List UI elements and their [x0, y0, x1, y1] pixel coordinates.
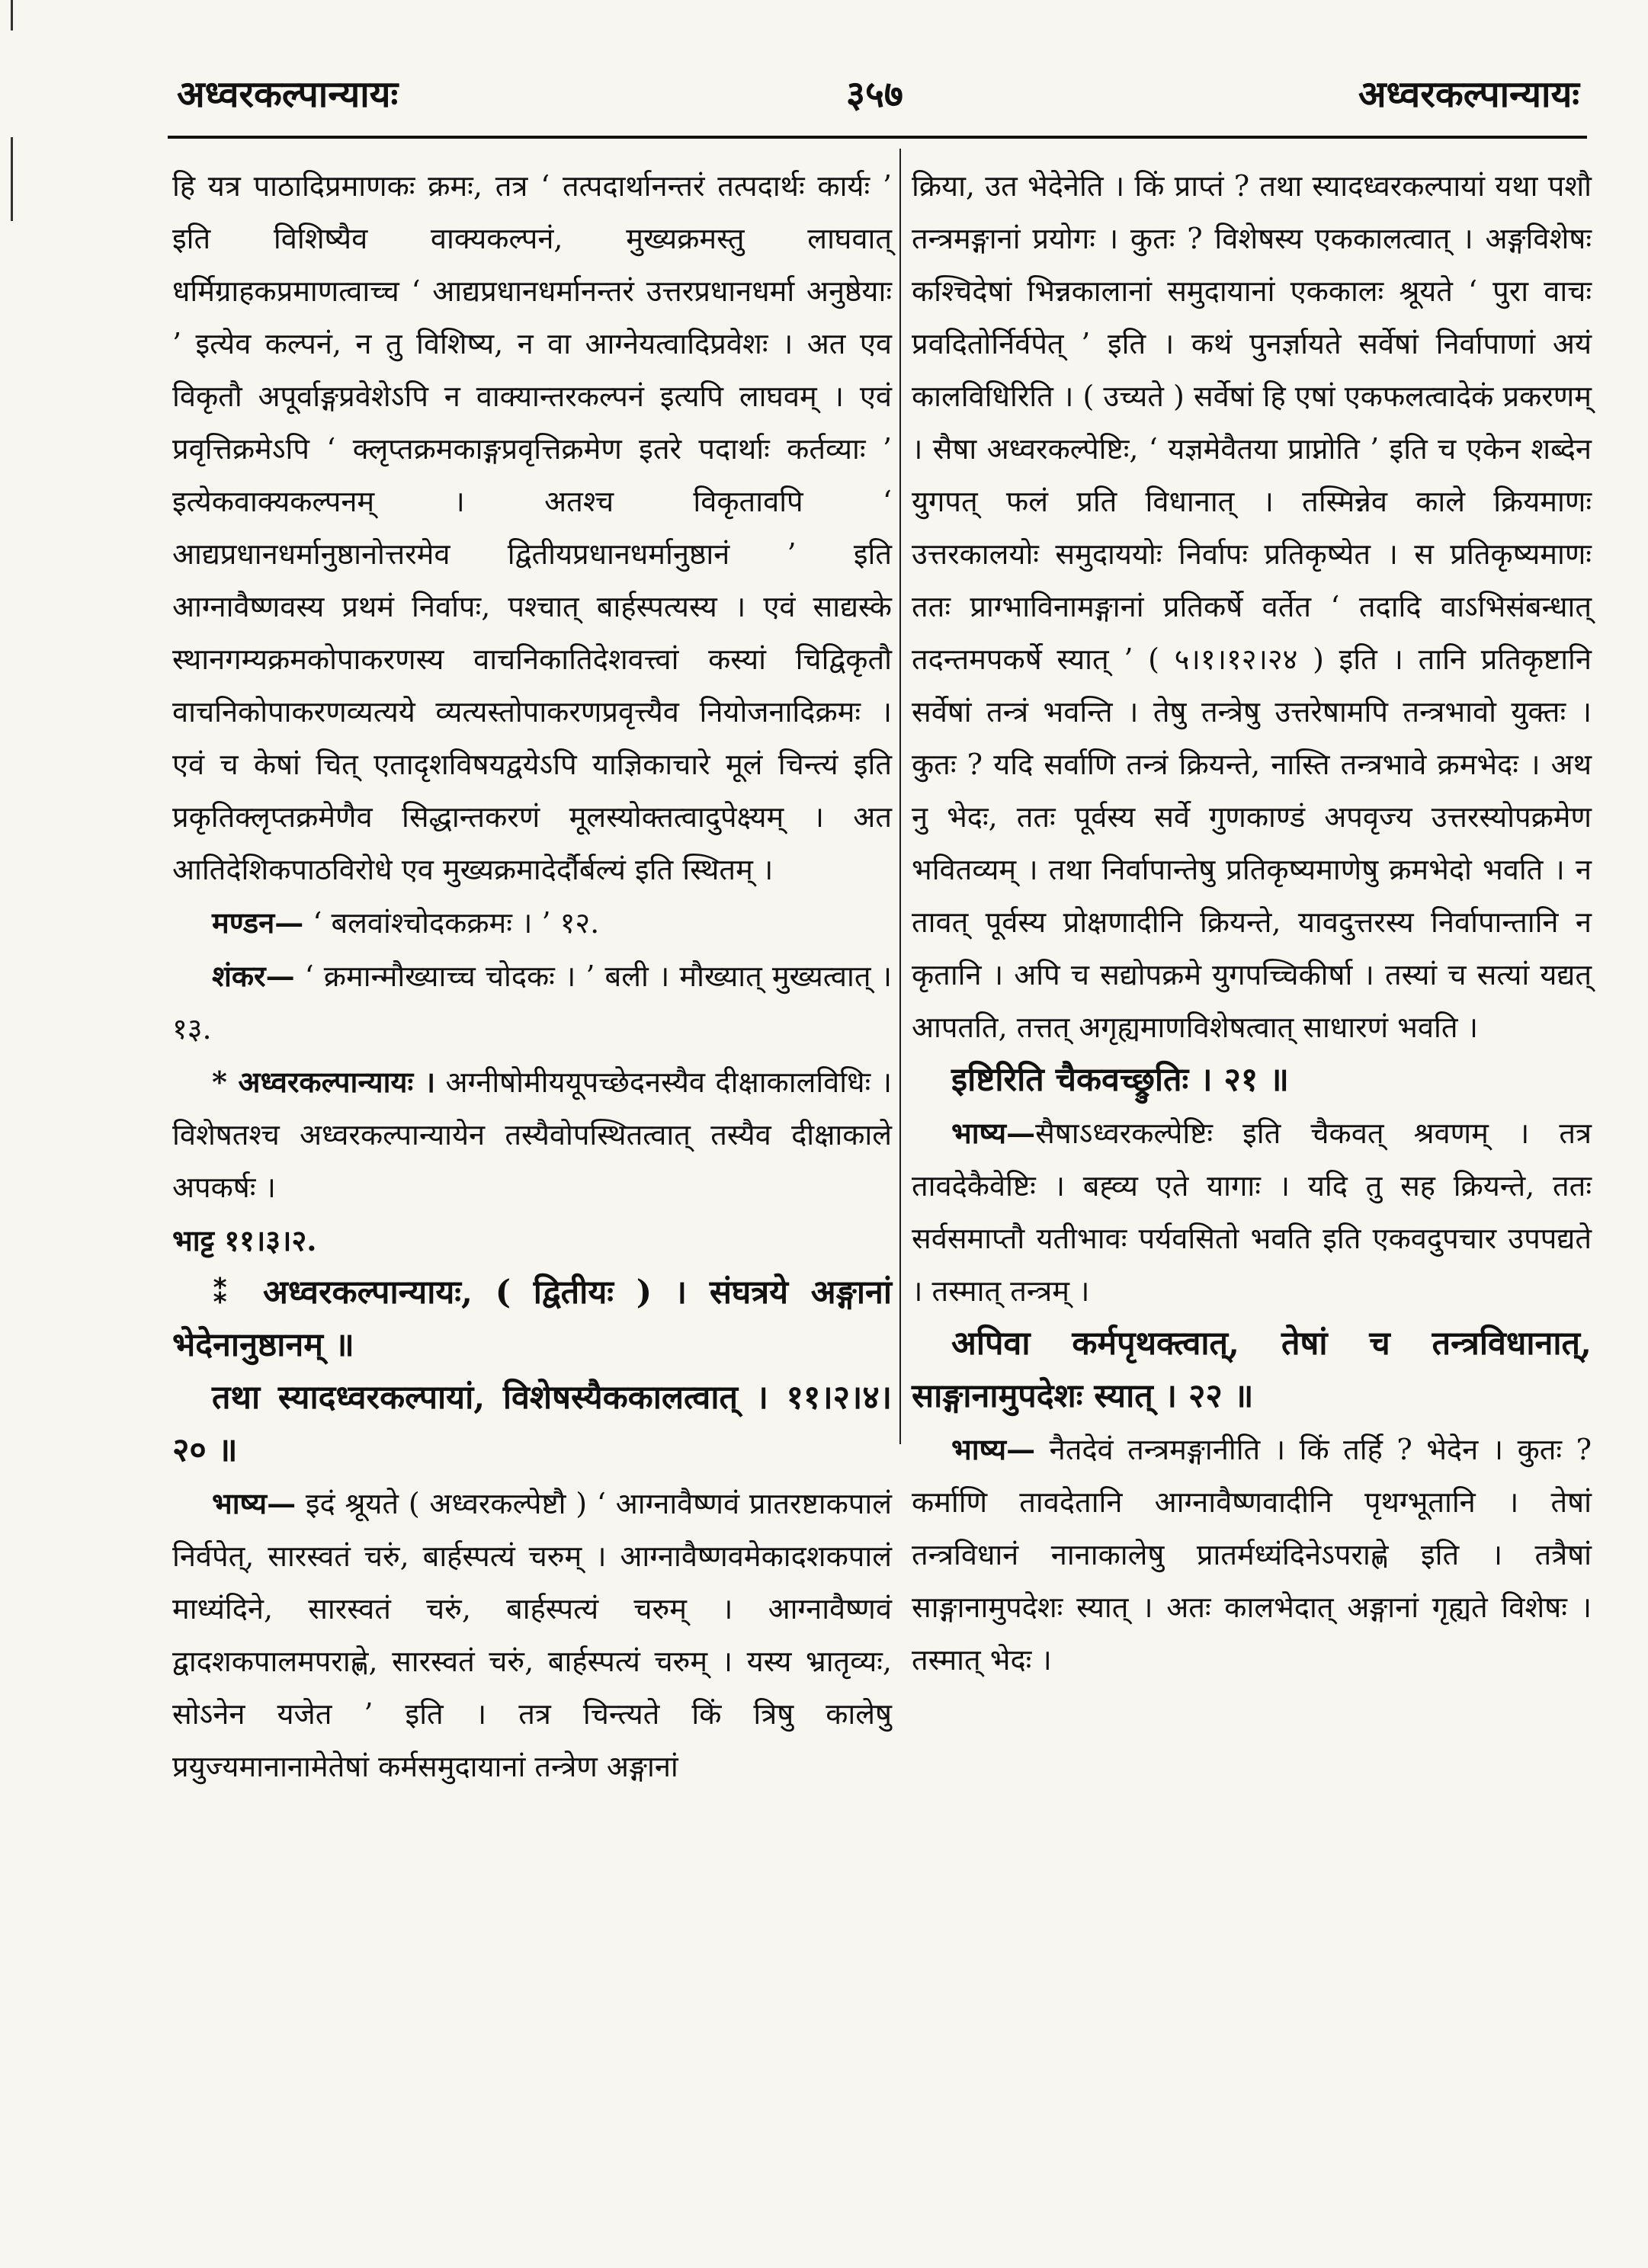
shankara-label: शंकर— [212, 959, 295, 993]
running-header-left: अध्वरकल्पान्यायः [177, 73, 399, 116]
bhashya-21-text: सैषाऽध्वरकल्पेष्टिः इति चैकवत् श्रवणम् । तत्र तावदेकैवेष्टिः । बह्व्य एते यागाः । यदि तु सह क्रियन्ते, ततः सर्वसमाप्तौ यतीभावः पर्यवसितो भवति इति एकवदुपचार उपपद्यते । तस्मात् तन्त्रम् । [912, 1116, 1592, 1308]
bhashya-22-text: नैतदेवं तन्त्रमङ्गानीति । किं तर्हि ? भेदेन । कुतः ? कर्माणि तावदेतानि आग्नावैष्णवादीनि पृथग्भूतानि । तेषां तन्त्रविधानं नानाकालेषु प्रातर्मध्यंदिनेऽपराह्णे इति । तत्रैषां साङ्गानामुपदेशः स्यात् । अतः कालभेदात् अङ्गानां गृह्यते विशेषः । तस्मात् भेदः । [912, 1433, 1592, 1677]
mandana-quote [172, 896, 892, 950]
bhatta-reference: भाट्ट ११।३।२. [172, 1223, 317, 1257]
header-rule [168, 136, 1587, 139]
mandana-text: ‘ बलवांश्चोदकक्रमः । ’ १२. [303, 906, 600, 940]
column-divider [899, 149, 901, 1444]
page-number: ३५७ [846, 73, 903, 116]
left-column [172, 160, 892, 2233]
mandana-label: मण्डन— [212, 905, 304, 940]
shankara-text: ‘ क्रमान्मौख्याच्च चोदकः । ’ बली । मौख्यात् मुख्यत्वात् । १३. [172, 959, 892, 1046]
left-paragraph: हि यत्र पाठादिप्रमाणकः क्रमः, तत्र ‘ तत्पदार्थानन्तरं तत्पदार्थः कार्यः ’ इति विशिष्यैव वाक्यकल्पनं, मुख्यक्रमस्तु लाघवात् धर्मिग्राहकप्रमाणत्वाच्च ‘ आद्यप्रधानधर्मानन्तरं उत्तरप्रधानधर्मा अनुष्ठेयाः ’ इत्येव कल्पनं, न तु विशिष्य, न वा आग्नेयत्वादिप्रवेशः । अत एव विकृतौ अपूर्वाङ्गप्रवेशेऽपि न वाक्यान्तरकल्पनं इत्यपि लाघवम् । एवं प्रवृत्तिक्रमेऽपि ‘ क्लृप्तक्रमकाङ्गप्रवृत्तिक्रमेण इतरे पदार्थाः कर्तव्याः ’ इत्येकवाक्यकल्पनम् । अतश्च विकृतावपि ‘ आद्यप्रधानधर्मानुष्ठानोत्तरमेव द्वितीयप्रधानधर्मानुष्ठानं ’ इति आग्नावैष्णवस्य प्रथमं निर्वापः, पश्चात् बार्हस्पत्यस्य । एवं साद्यस्के स्थानगम्यक्रमकोपाकरणस्य वाचनिकातिदेशवत्त्वां कस्यां चिद्विकृतौ वाचनिकोपाकरणव्यत्यये व्यत्यस्तोपाकरणप्रवृत्त्यैव नियोजनादिक्रमः । एवं च केषां चित् एतादृशविषयद्वयेऽपि याज्ञिकाचारे मूलं चिन्त्यं इति प्रकृतिक्लृप्तक्रमेणैव सिद्धान्तकरणं मूलस्योक्तत्वादुपेक्ष्यम् । अत आतिदेशिकपाठविरोधे एव मुख्यक्रमादेर्दौर्बल्यं इति स्थितम् । [172, 169, 892, 886]
topic-heading: ⁑ अध्वरकल्पान्यायः, ( द्वितीयः ) । संघत्रये अङ्गानां भेदेनानुष्ठानम् ॥ [172, 1273, 892, 1364]
sutra-21: इष्टिरिति चैकवच्छ्रुतिः । २१ ॥ [951, 1061, 1289, 1099]
scan-edge-mark [11, 137, 13, 221]
bhashya-21 [912, 1107, 1592, 1318]
sutra-22: अपिवा कर्मपृथक्त्वात्, तेषां च तन्त्रविधानात्, साङ्गानामुपदेशः स्यात् । २२ ॥ [912, 1325, 1592, 1415]
running-header-right: अध्वरकल्पान्यायः [1358, 73, 1579, 116]
bhashya-21-label: भाष्य— [951, 1116, 1036, 1150]
sutra-20: तथा स्यादध्वरकल्पायां, विशेषस्यैककालत्वात् । ११।२।४।२० ॥ [172, 1379, 892, 1469]
bhashya-label: भाष्य— [212, 1486, 297, 1520]
star-note [172, 1056, 892, 1214]
star-note-label: * अध्वरकल्पान्यायः । [212, 1065, 436, 1099]
bhashya-text: इदं श्रूयते ( अध्वरकल्पेष्टौ ) ‘ आग्नावैष्णवं प्रातरष्टाकपालं निर्वपेत्, सारस्वतं चरुं, बार्हस्पत्यं चरुम् । आग्नावैष्णवमेकादशकपालं माध्यंदिने, सारस्वतं चरुं, बार्हस्पत्यं चरुम् । आग्नावैष्णवं द्वादशकपालमपराह्णे, सारस्वतं चरुं, बार्हस्पत्यं चरुम् । यस्य भ्रातृव्यः, सोऽनेन यजेत ’ इति । तत्र चिन्त्यते किं त्रिषु कालेषु प्रयुज्यमानानामेतेषां कर्मसमुदायानां तन्त्रेण अङ्गानां [172, 1487, 892, 1783]
bhashya-22-label: भाष्य— [951, 1432, 1036, 1466]
right-paragraph: क्रिया, उत भेदेनेति । किं प्राप्तं ? तथा स्यादध्वरकल्पायां यथा पशौ तन्त्रमङ्गानां प्रयोगः । कुतः ? विशेषस्य एककालत्वात् । अङ्गविशेषः कश्चिदेषां भिन्नकालानां समुदायानां एककालः श्रूयते ‘ पुरा वाचः प्रवदितोर्निर्वपेत् ’ इति । कथं पुनर्ज्ञायते सर्वेषां निर्वापाणां अयं कालविधिरिति । ( उच्यते ) सर्वेषां हि एषां एकफलत्वादेकं प्रकरणम् । सैषा अध्वरकल्पेष्टिः, ‘ यज्ञमेवैतया प्राप्नोति ’ इति च एकेन शब्देन युगपत् फलं प्रति विधानात् । तस्मिन्नेव काले क्रियमाणः उत्तरकालयोः समुदाययोः निर्वापः प्रतिकृष्येत । स प्रतिकृष्यमाणः ततः प्राग्भाविनामङ्गानां प्रतिकर्षे वर्तेत ‘ तदादि वाऽभिसंबन्धात् तदन्तमपकर्षे स्यात् ’ ( ५।१।१२।२४ ) इति । तानि प्रतिकृष्टानि सर्वेषां तन्त्रं भवन्ति । तेषु तन्त्रेषु उत्तरेषामपि तन्त्रभावो युक्तः । कुतः ? यदि सर्वाणि तन्त्रं क्रियन्ते, नास्ति तन्त्रभावे क्रमभेदः । अथ नु भेदः, ततः पूर्वस्य सर्वे गुणकाण्डं अपवृज्य उत्तरस्योपक्रमेण भवितव्यम् । तथा निर्वापान्तेषु प्रतिकृष्यमाणेषु क्रमभेदो भवति । न तावत् पूर्वस्य प्रोक्षणादीनि क्रियन्ते, यावदुत्तरस्य निर्वापान्तानि न कृतानि । अपि च सद्योपक्रमे युगपच्चिकीर्षा । तस्यां च सत्यां यद्यत् आपतति, तत्तत् अगृह्यमाणविशेषत्वात् साधारणं भवति । [912, 169, 1592, 1044]
right-column [912, 160, 1592, 1677]
scan-edge-mark [11, 0, 13, 30]
bhashya-20 [172, 1477, 892, 1793]
star-note-text: अग्नीषोमीययूपच्छेदनस्यैव दीक्षाकालविधिः । विशेषतश्च अध्वरकल्पान्यायेन तस्यैवोपस्थितत्वात् तस्यैव दीक्षाकाले अपकर्षः । [172, 1065, 892, 1204]
bhashya-22 [912, 1423, 1592, 1687]
shankara-quote [172, 950, 892, 1056]
